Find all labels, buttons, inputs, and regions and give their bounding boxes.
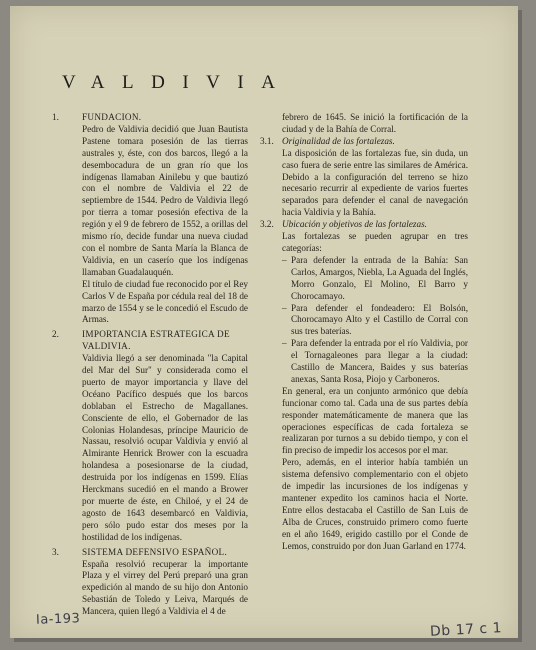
section-3-continuation: febrero de 1645. Se inició la fortificación de la ciudad y de la Bahía de Corral.	[282, 112, 468, 134]
section-3	[52, 547, 248, 618]
section-2	[52, 329, 248, 543]
section-3-2-paragraph-1: En general, era un conjunto armónico que debía funcionar como tal. Cada una de sus partes debía responder matemáticamente de manera que las operaciones específicas de cada fortaleza se realizaran por turnos a su debido tiempo, y con el fin preciso de impedir los accesos por el mar.	[282, 385, 468, 456]
section-3-2-intro: Las fortalezas se pueden agrupar en tres categorías:	[282, 231, 468, 253]
section-3-number: 3.	[52, 546, 59, 557]
section-1-paragraph-2: El título de ciudad fue reconocido por el Rey Carlos V de España por cédula real del 18 de marzo de 1554 y se le concedió el Escudo de Armas.	[82, 278, 248, 325]
section-3-2	[260, 219, 468, 552]
section-3-2-number: 3.2.	[260, 219, 274, 230]
document-title: VALDIVIA	[62, 72, 293, 93]
section-1-paragraph-1: Pedro de Valdivia decidió que Juan Bautista Pastene tomara posesión de las tierras australes y, éste, con dos barcos, llegó a la desembocadura de un gran río que los indígenas llamaban Ainilebu y que bautizó con el nombre de Valdivia el 22 de septiembre de 1544. Pedro de Valdivia llegó por tierra a tomar posesión efectiva de la región y el 9 de febrero de 1552, a orillas del mismo río, decide fundar una nueva ciudad con el nombre de Santa María la Blanca de Valdivia, en un caserío que los indígenas llamaban Guadalauquén.	[82, 123, 248, 277]
section-3-2-paragraph-2: Pero, además, en el interior había también un sistema defensivo complementario con el objeto de impedir las incursiones de los indígenas y mantener expedito los caminos hacia el Norte. Entre ellos destacaba el Castillo de San Luis de Alba de Cruces, construido primero como fuerte en el año 1649, erigido castillo por el Conde de Lemos, construido por don Juan Garland en 1774.	[282, 457, 468, 551]
fortress-category-3-text: Para defender la entrada por el río Valdivia, por el Tornagaleones para llegar a la ciudad: Castillo de Mancera, Baides y sus baterías anexas, Santa Rosa, Piojo y Carboneros.	[291, 338, 468, 384]
fortress-category-3: – Para defender la entrada por el río Valdivia, por el Tornagaleones para llegar a la ciudad: Castillo de Mancera, Baides y sus baterías anexas, Santa Rosa, Piojo y Carboneros.	[282, 338, 468, 384]
section-3-heading: SISTEMA DEFENSIVO ESPAÑOL.	[82, 546, 228, 557]
left-column	[52, 112, 248, 618]
section-2-heading: IMPORTANCIA ESTRATEGICA DE VALDIVIA.	[82, 329, 230, 352]
section-3-1-paragraph: La disposición de las fortalezas fue, sin duda, un caso fuera de serie entre las similares de América. Debido a la configuración del terreno se hizo necesario recurrir al expediente de varios fuertes separados para defender el canal de navegación hacia Valdivia y la Bahía.	[282, 147, 468, 218]
fortress-category-2-text: Para defender el fondeadero: El Bolsón, Chorocamayo Alto y el Castillo de Corral con sus tres baterías.	[291, 302, 468, 337]
fortress-category-1-text: Para defender la entrada de la Bahía: San Carlos, Amargos, Niebla, La Aguada del Inglés, Morro Gonzalo, El Molino, El Barro y Chorocamayo.	[291, 254, 468, 301]
fortress-category-2: – Para defender el fondeadero: El Bolsón, Chorocamayo Alto y el Castillo de Corral con sus tres baterías.	[282, 302, 468, 337]
section-3-2-heading: Ubicación y objetivos de las fortalezas.	[282, 219, 427, 230]
section-2-number: 2.	[52, 329, 59, 340]
section-3-paragraph-1: España resolvió recuperar la importante Plaza y el virrey del Perú preparó una gran expedición al mando de su hijo don Antonio Sebastián de Toledo y Leiva, Marqués de Mancera, quien llegó a Valdivia el 4 de	[82, 558, 248, 617]
section-2-paragraph-1: Valdivia llegó a ser denominada "la Capital del Mar del Sur" y considerada como el puerto de mayor importancia y llave del Océano Pacífico después que los barcos doblaban el Estrecho de Magallanes. Consciente de ello, el Gobernador de las Colonias Holandesas, príncipe Mauricio de Nassau, resolvió ocupar Valdivia y envió al Almirante Henrick Brower con la escuadra holandesa a posesionarse de la ciudad, destruida por los indígenas en 1599. Elías Herckmans sucedió en el mando a Brower por muerte de éste, en Chiloé, y el 24 de agosto de 1643 desembarcó en Valdivia, pero sólo pudo estar dos meses por la hostilidad de los indígenas.	[82, 353, 248, 542]
section-3-1-heading: Originalidad de las fortalezas.	[282, 135, 395, 146]
section-1	[52, 112, 248, 326]
fortress-category-1: – Para defender la entrada de la Bahía: San Carlos, Amargos, Niebla, La Aguada del Inglés, Morro Gonzalo, El Molino, El Barro y Chorocamayo.	[282, 254, 468, 301]
section-1-heading: FUNDACION.	[82, 112, 142, 122]
handwritten-catalog-note-right: Db 17 c 1	[429, 620, 503, 640]
right-column	[260, 112, 468, 553]
section-3-1	[260, 136, 468, 219]
section-3-1-number: 3.1.	[260, 135, 274, 146]
handwritten-catalog-note-left: Ia-193	[35, 611, 81, 628]
section-1-number: 1.	[52, 112, 59, 122]
